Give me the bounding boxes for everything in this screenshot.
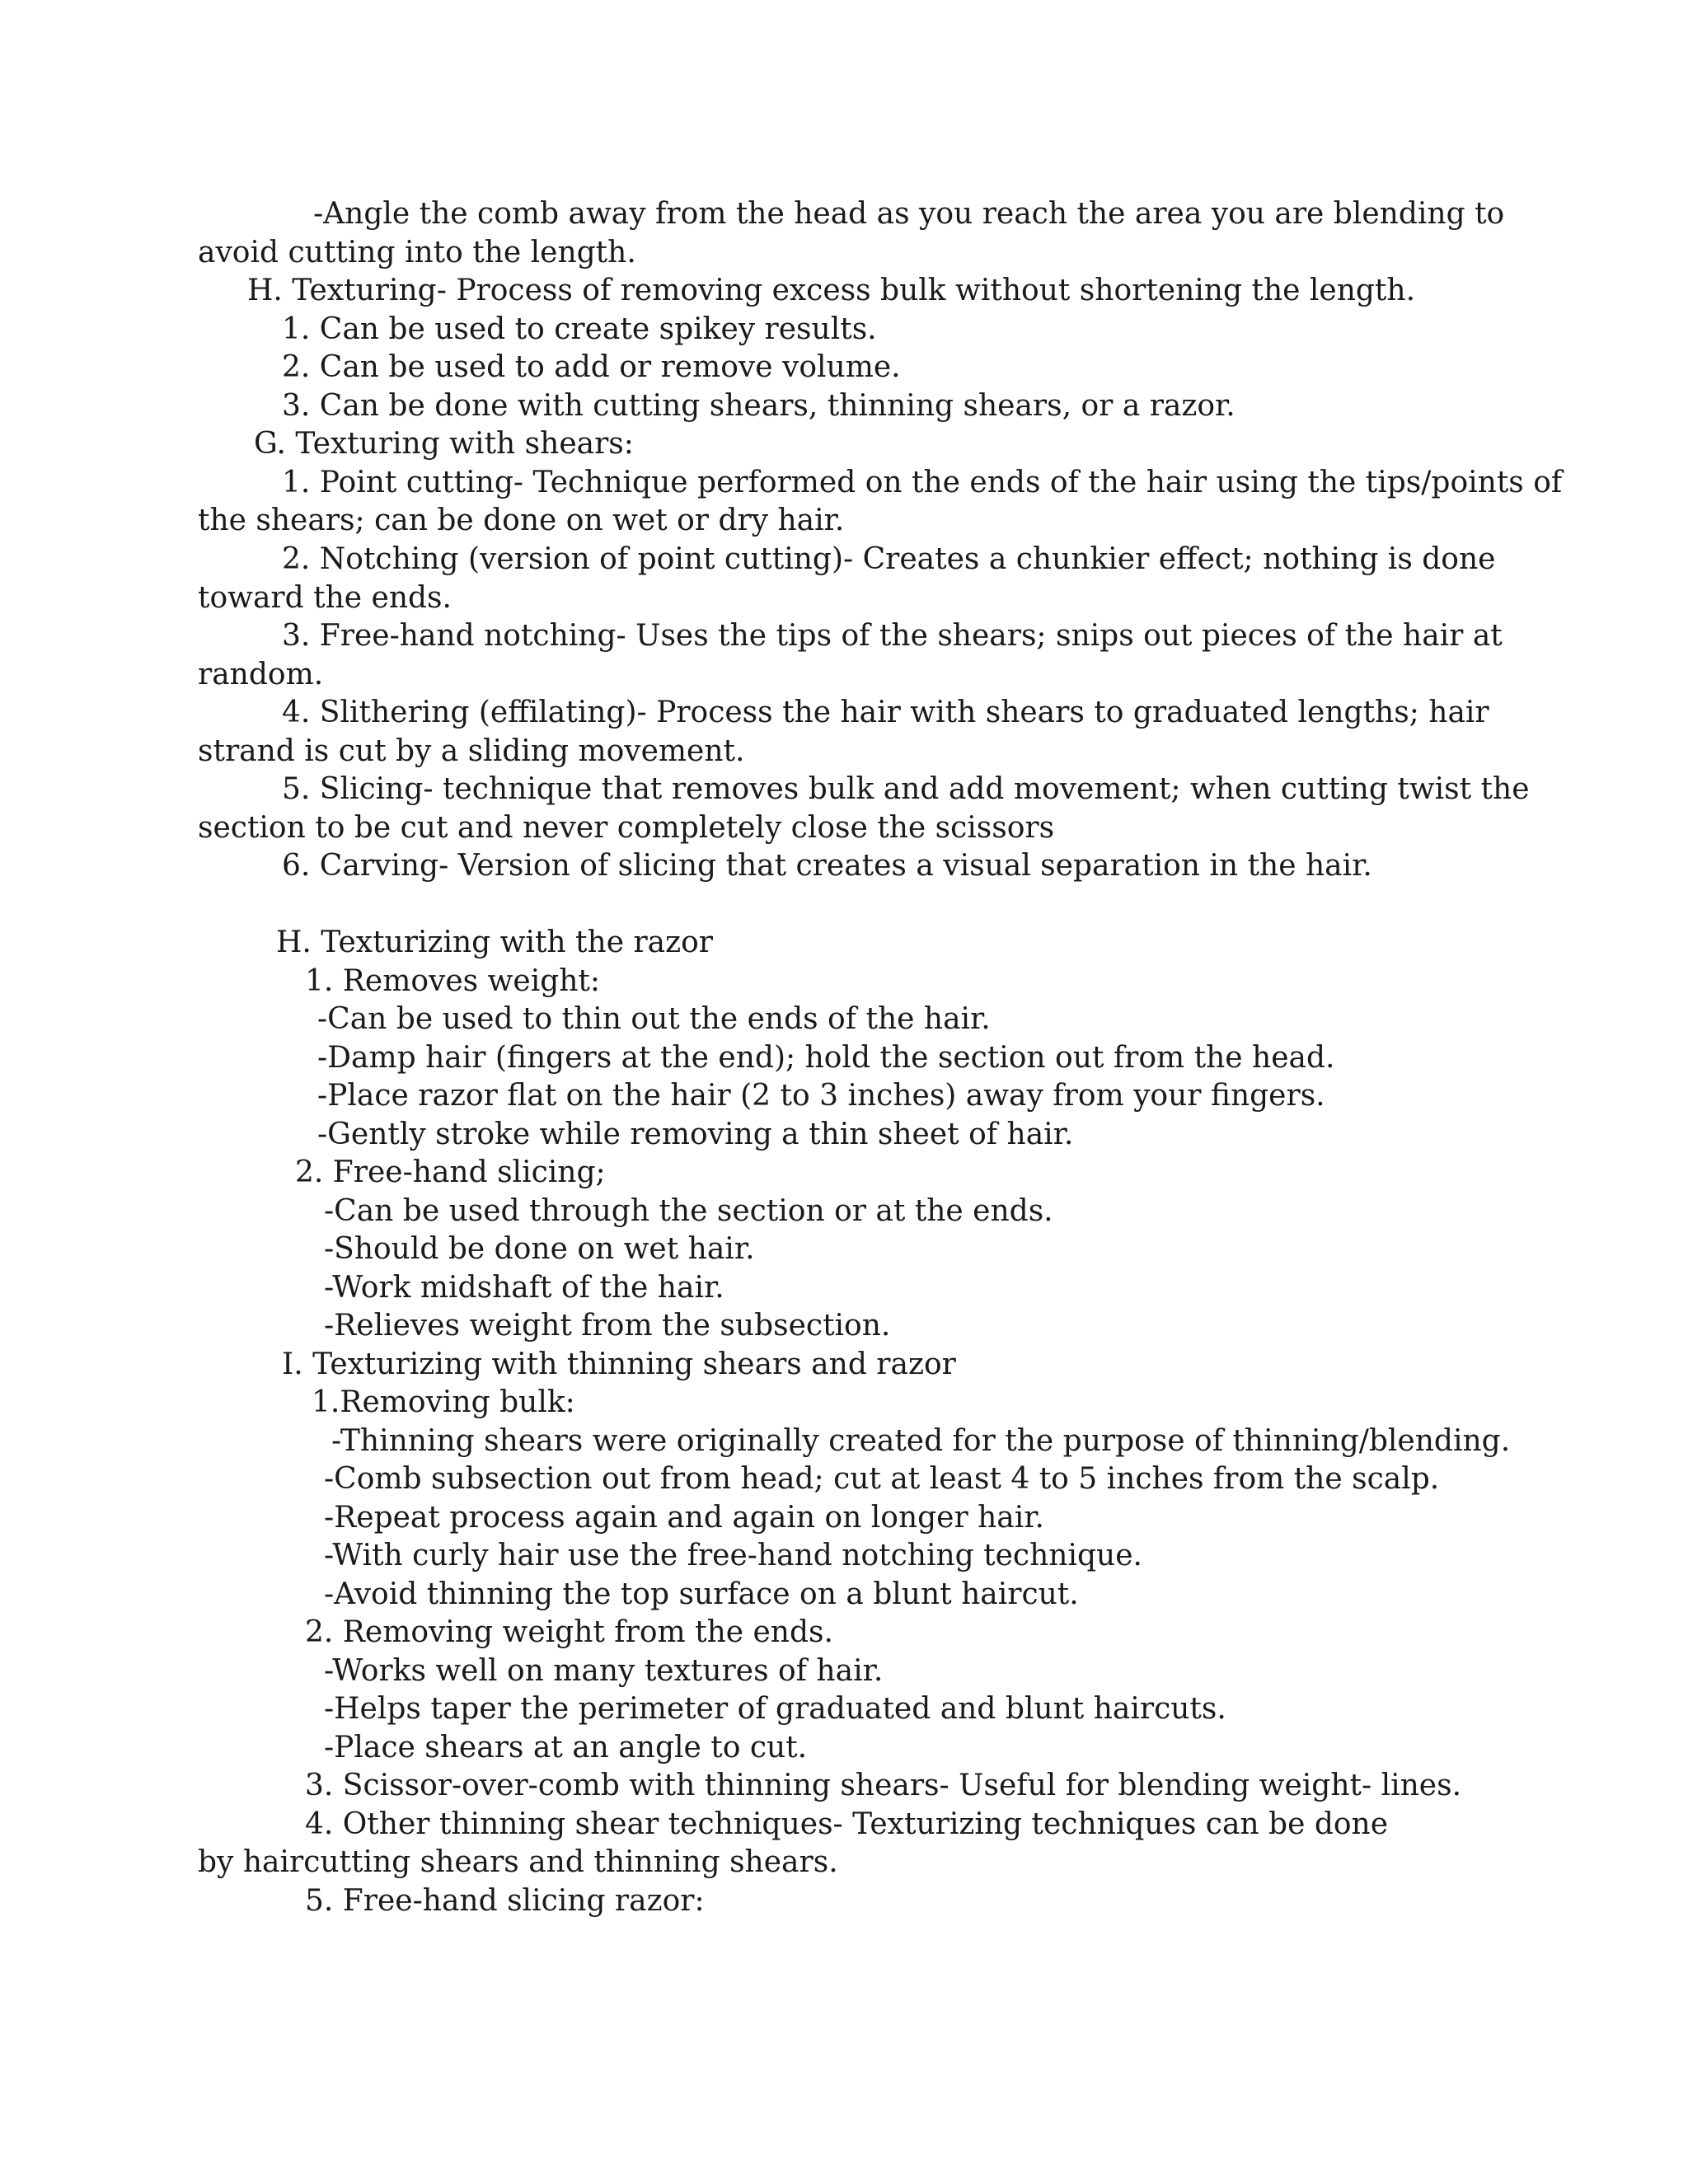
text-line: -Angle the comb away from the head as you reach the area you are blending to xyxy=(313,197,1505,231)
text-line: random. xyxy=(198,658,324,691)
text-line: by haircutting shears and thinning shears. xyxy=(198,1845,838,1879)
list-item: -Work midshaft of the hair. xyxy=(324,1271,724,1305)
list-item: -Should be done on wet hair. xyxy=(324,1232,755,1266)
list-item: -Comb subsection out from head; cut at least 4 to 5 inches from the scalp. xyxy=(324,1462,1440,1496)
list-item: -Thinning shears were originally created for the purpose of thinning/blending. xyxy=(331,1424,1511,1458)
section-heading: H. Texturing- Process of removing excess bulk without shortening the length. xyxy=(247,274,1416,307)
section-heading: G. Texturing with shears: xyxy=(254,427,634,461)
list-item: -Place shears at an angle to cut. xyxy=(324,1731,808,1765)
list-item: -Works well on many textures of hair. xyxy=(324,1654,884,1688)
list-item: 5. Slicing- technique that removes bulk and add movement; when cutting twist the xyxy=(282,772,1530,806)
text-line: avoid cutting into the length. xyxy=(198,236,636,269)
list-item: 3. Scissor-over-comb with thinning shears- Useful for blending weight- lines. xyxy=(305,1769,1462,1802)
text-line: section to be cut and never completely close the scissors xyxy=(198,811,1055,845)
list-item: 1. Point cutting- Technique performed on the ends of the hair using the tips/points of xyxy=(282,466,1563,499)
list-item: 6. Carving- Version of slicing that creates a visual separation in the hair. xyxy=(282,849,1372,883)
section-heading: I. Texturizing with thinning shears and razor xyxy=(282,1347,956,1381)
list-item: 2. Can be used to add or remove volume. xyxy=(282,350,901,384)
list-item: -Relieves weight from the subsection. xyxy=(324,1309,891,1343)
list-item: 3. Can be done with cutting shears, thinning shears, or a razor. xyxy=(282,389,1236,423)
text-line: strand is cut by a sliding movement. xyxy=(198,734,745,768)
list-item: -Place razor flat on the hair (2 to 3 inches) away from your fingers. xyxy=(317,1079,1325,1113)
list-item: -Helps taper the perimeter of graduated and blunt haircuts. xyxy=(324,1692,1226,1726)
list-item: -Gently stroke while removing a thin sheet of hair. xyxy=(317,1118,1074,1151)
section-heading: H. Texturizing with the razor xyxy=(276,926,713,959)
list-item: 3. Free-hand notching- Uses the tips of the shears; snips out pieces of the hair at xyxy=(282,619,1503,653)
list-item: 2. Notching (version of point cutting)- Creates a chunkier effect; nothing is done xyxy=(282,542,1496,576)
list-item: 1. Removes weight: xyxy=(305,964,601,998)
list-item: -Damp hair (fingers at the end); hold the section out from the head. xyxy=(317,1041,1335,1075)
list-item: 4. Other thinning shear techniques- Texturizing techniques can be done xyxy=(305,1807,1389,1841)
list-item: -With curly hair use the free-hand notching technique. xyxy=(324,1539,1142,1572)
list-item: 1.Removing bulk: xyxy=(312,1385,575,1419)
list-item: -Can be used to thin out the ends of the hair. xyxy=(317,1002,991,1036)
list-item: 4. Slithering (effilating)- Process the hair with shears to graduated lengths; hair xyxy=(282,696,1489,729)
text-line: toward the ends. xyxy=(198,581,452,615)
list-item: 1. Can be used to create spikey results. xyxy=(282,312,877,346)
list-item: 2. Removing weight from the ends. xyxy=(305,1615,833,1649)
list-item: 2. Free-hand slicing; xyxy=(295,1155,606,1189)
list-item: -Repeat process again and again on longer hair. xyxy=(324,1501,1044,1535)
list-item: -Can be used through the section or at the ends. xyxy=(324,1194,1053,1228)
list-item: -Avoid thinning the top surface on a blunt haircut. xyxy=(324,1577,1079,1611)
text-line: the shears; can be done on wet or dry hair. xyxy=(198,504,845,537)
list-item: 5. Free-hand slicing razor: xyxy=(305,1884,705,1918)
